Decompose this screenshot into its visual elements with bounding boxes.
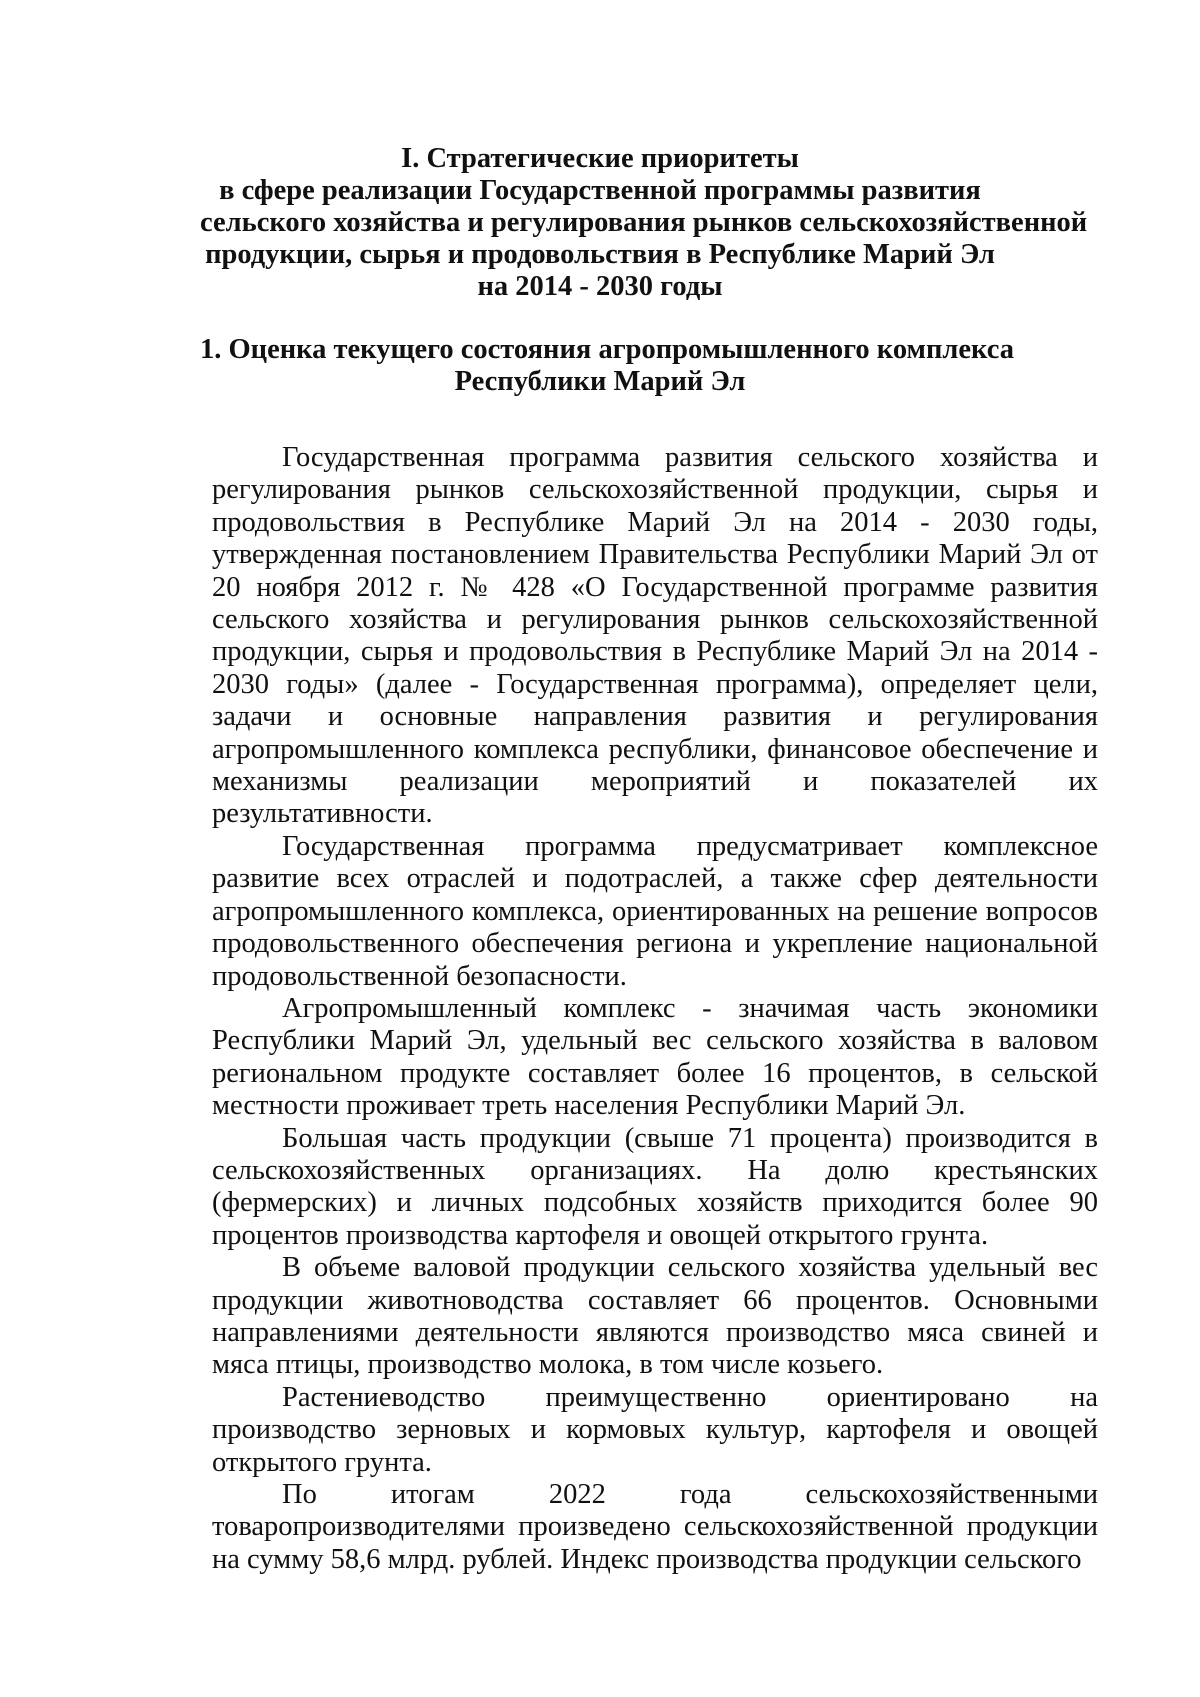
paragraph: Государственная программа развития сельского хозяйства и регулирования рынков сельскохозяйственной продукции, сырья и продовольствия в Республике Марий Эл на 2014 - 2030 годы, утвержденная постановлением Правительства Республики Марий Эл от 20 ноября 2012 г. № 428 «О Государственной программе развития сельского хозяйства и регулирования рынков сельскохозяйственной продукции, сырья и продовольствия в Республике Марий Эл на 2014 - 2030 годы» (далее - Государственная программа), определяет цели, задачи и основные направления развития и регулирования агропромышленного комплекса республики, финансовое обеспечение и механизмы реализации мероприятий и показателей их результативности.	[212, 442, 1098, 830]
section-title-line: на 2014 - 2030 годы	[477, 271, 723, 302]
paragraph: Растениеводство преимущественно ориентировано на производство зерновых и кормовых культур, картофеля и овощей открытого грунта.	[212, 1381, 1098, 1478]
subsection-title	[200, 334, 1014, 398]
subsection-title-line: 1. Оценка текущего состояния агропромышленного комплекса	[200, 334, 1014, 365]
paragraph: Государственная программа предусматривает комплексное развитие всех отраслей и подотраслей, а также сфер деятельности агропромышленного комплекса, ориентированных на решение вопросов продовольственного обеспечения региона и укрепление национальной продовольственной безопасности.	[212, 830, 1098, 992]
paragraph: Большая часть продукции (свыше 71 процента) производится в сельскохозяйственных организациях. На долю крестьянских (фермерских) и личных подсобных хозяйств приходится более 90 процентов производства картофеля и овощей открытого грунта.	[212, 1122, 1098, 1251]
section-title-line: в сфере реализации Государственной программы развития	[219, 175, 981, 206]
section-title-line: продукции, сырья и продовольствия в Республике Марий Эл	[205, 239, 995, 270]
section-title	[200, 143, 1088, 303]
paragraph: По итогам 2022 года сельскохозяйственными товаропроизводителями произведено сельскохозяйственной продукции на сумму 58,6 млрд. рублей. Индекс производства продукции сельского	[212, 1479, 1098, 1575]
section-title-line: сельского хозяйства и регулирования рынков сельскохозяйственной	[200, 207, 1088, 238]
paragraph: В объеме валовой продукции сельского хозяйства удельный вес продукции животноводства составляет 66 процентов. Основными направлениями деятельности являются производство мяса свиней и мяса птицы, производство молока, в том числе козьего.	[212, 1252, 1098, 1381]
paragraph: Агропромышленный комплекс - значимая часть экономики Республики Марий Эл, удельный вес сельского хозяйства в валовом региональном продукте составляет более 16 процентов, в сельской местности проживает треть населения Республики Марий Эл.	[212, 992, 1098, 1122]
section-title-line: I. Стратегические приоритеты	[401, 143, 799, 174]
body-text	[212, 442, 1098, 1576]
subsection-title-line: Республики Марий Эл	[454, 366, 746, 397]
